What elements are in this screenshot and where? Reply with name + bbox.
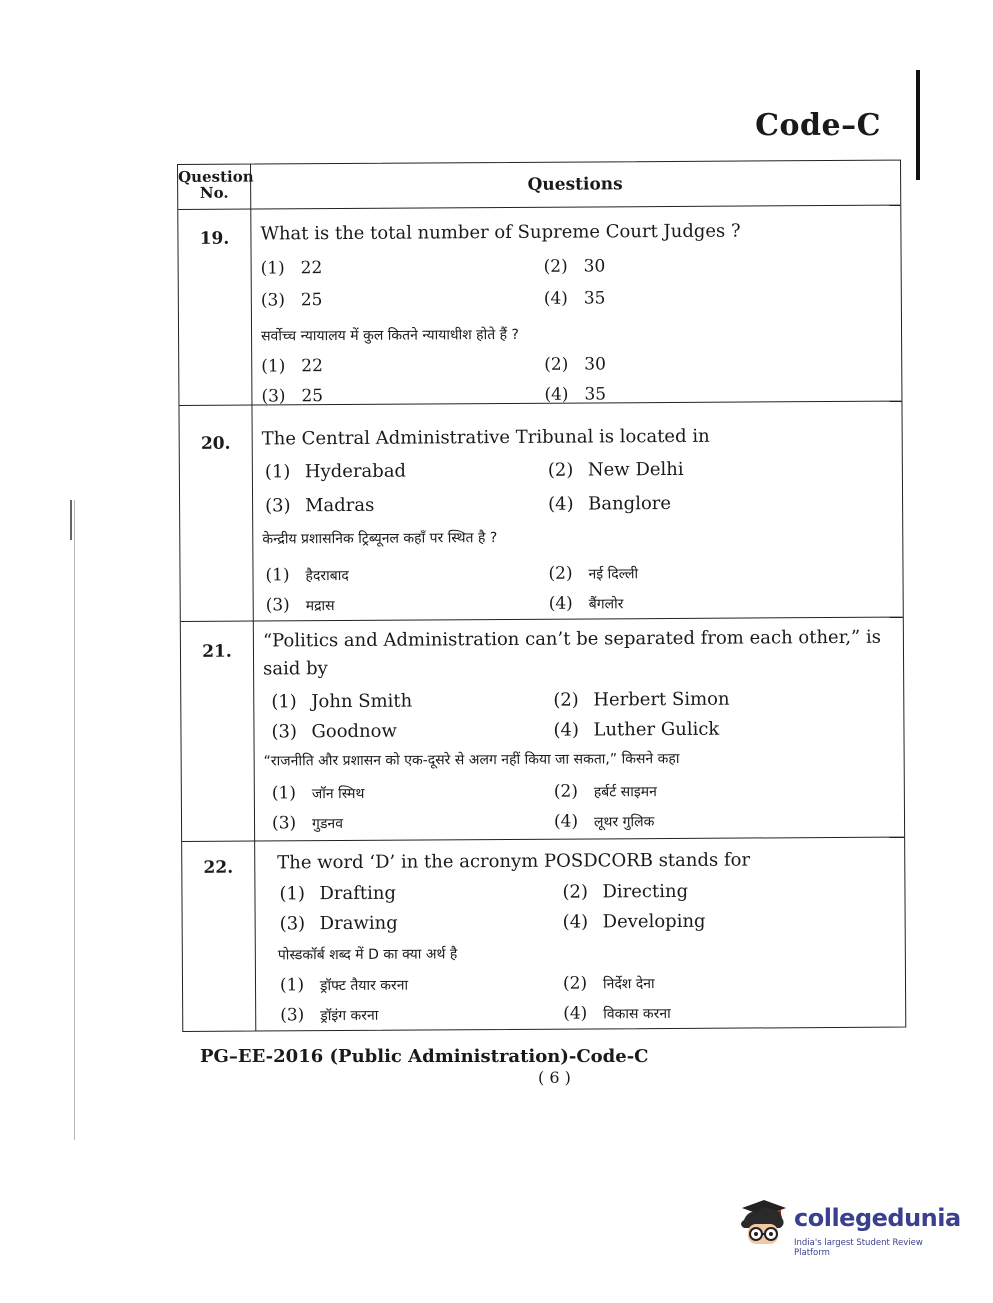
option-hi-1: (1) जॉन स्मिथ [271, 783, 365, 804]
paper-code-title: Code–C [755, 108, 881, 143]
question-text-en: What is the total number of Supreme Court Judges ? [260, 220, 741, 245]
option-hi-1: (1) हैदराबाद [265, 565, 349, 586]
option-hi-3: (3) 25 [261, 386, 324, 407]
option-hi-2: (2) निर्देश देना [562, 973, 655, 994]
question-text-en: “Politics and Administration can’t be separated from each other,” is said by [262, 626, 881, 680]
question-22 [182, 837, 905, 1031]
option-hi-1: (1) 22 [261, 356, 323, 377]
option-en-3: (3) 25 [260, 290, 323, 311]
option-hi-4: (4) विकास करना [563, 1003, 671, 1024]
option-hi-3: (3) मद्रास [265, 595, 335, 616]
questions-table [177, 160, 906, 1032]
option-hi-3: (3) गुडनव [271, 813, 344, 834]
option-en-3: (3) Goodnow [271, 720, 397, 743]
scan-margin-line [74, 500, 75, 1140]
question-text-hi: पोस्डकॉर्ब शब्द में D का क्या अर्थ है [277, 946, 458, 964]
option-en-2: (2) Directing [562, 880, 689, 903]
option-hi-2: (2) 30 [544, 354, 606, 375]
option-en-4: (4) Banglore [548, 492, 672, 515]
question-text-hi: केन्द्रीय प्रशासनिक ट्रिब्यूनल कहाँ पर स्थित है ? [262, 530, 498, 548]
paper-footer: PG–EE-2016 (Public Administration)-Code-C [200, 1046, 649, 1067]
mascot-icon [736, 1198, 788, 1256]
question-number: 21. [202, 641, 232, 662]
option-en-2: (2) New Delhi [547, 458, 684, 481]
question-number: 22. [203, 857, 234, 878]
option-en-2: (2) 30 [543, 256, 606, 277]
page-edge-bar [916, 70, 920, 180]
option-en-2: (2) Herbert Simon [553, 688, 730, 711]
table-header [178, 161, 900, 210]
question-number: 20. [200, 433, 231, 454]
question-text-en: The Central Administrative Tribunal is located in [261, 425, 710, 450]
header-question-no: Question No. [178, 167, 254, 202]
brand-name: collegedunia [794, 1204, 961, 1232]
question-19 [178, 205, 901, 405]
option-hi-1: (1) ड्रॉफ्ट तैयार करना [279, 975, 409, 996]
option-en-1: (1) Drafting [279, 882, 397, 905]
option-en-1: (1) John Smith [271, 690, 413, 713]
option-hi-2: (2) हर्बर्ट साइमन [553, 781, 657, 802]
option-en-1: (1) 22 [260, 258, 323, 279]
question-text-hi: सर्वोच्च न्यायालय में कुल कितने न्यायाधीश होते हैं ? [261, 326, 520, 345]
option-en-1: (1) Hyderabad [264, 460, 407, 483]
option-hi-3: (3) ड्रॉइंग करना [280, 1005, 379, 1026]
option-en-3: (3) Drawing [279, 912, 398, 935]
collegedunia-logo [736, 1198, 960, 1258]
page-number: ( 6 ) [538, 1068, 571, 1087]
option-hi-4: (4) बैंगलोर [548, 593, 624, 614]
question-text-hi: “राजनीति और प्रशासन को एक-दूसरे से अलग नहीं किया जा सकता,” किसने कहा [263, 750, 680, 770]
option-hi-2: (2) नई दिल्ली [548, 563, 639, 584]
option-hi-4: (4) 35 [544, 384, 607, 405]
option-en-4: (4) Developing [562, 910, 706, 933]
option-hi-4: (4) लूथर गुलिक [553, 811, 655, 832]
option-en-3: (3) Madras [265, 494, 375, 517]
question-text-en: The word ‘D’ in the acronym POSDCORB stands for [277, 849, 751, 874]
header-questions: Questions [527, 174, 623, 195]
option-en-4: (4) Luther Gulick [553, 718, 720, 741]
option-en-4: (4) 35 [543, 288, 606, 309]
question-20 [179, 401, 902, 621]
brand-tagline: India's largest Student Review Platform [794, 1238, 923, 1258]
question-21 [181, 617, 904, 841]
question-number: 19. [199, 228, 230, 249]
scan-margin-mark [70, 500, 78, 540]
